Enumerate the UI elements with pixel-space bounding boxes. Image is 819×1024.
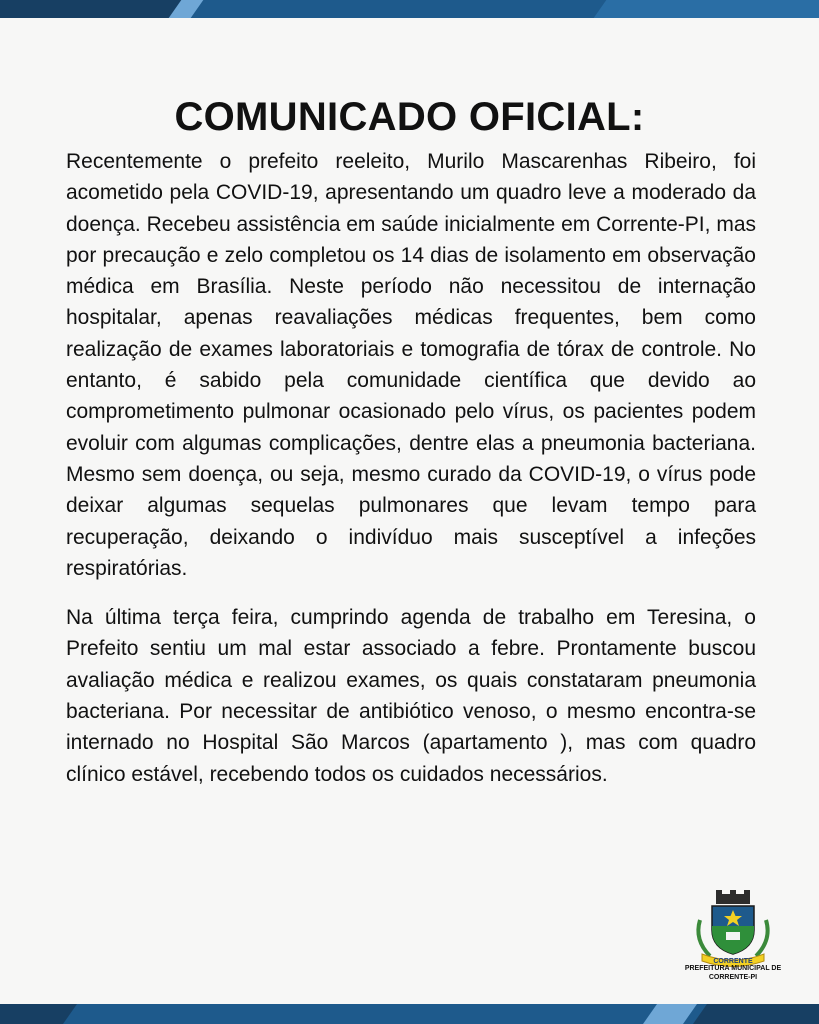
paragraph-1: Recentemente o prefeito reeleito, Murilo Mascarenhas Ribeiro, foi acometido pela COVID-19, apresentando um quadro leve a moderado da doença. Recebeu assistência em saúde inicialmente em Corrente-PI, mas por precaução e zelo completou os 14 dias de isolamento em observação médica em Brasília. Neste período não necessitou de internação hospitalar, apenas reavaliações médicas frequentes, bem como realização de exames laboratoriais e tomografia de tórax de controle. No entanto, é sabido pela comunidade científica que devido ao comprometimento pulmonar ocasionado pelo vírus, os pacientes podem evoluir com algumas complicações, dentre elas a pneumonia bacteriana. Mesmo sem doença, ou seja, mesmo curado da COVID-19, o vírus pode deixar algumas sequelas pulmonares que levam tempo para recuperação, deixando o indivíduo mais susceptível a infeções respiratórias.	[66, 150, 756, 580]
page-title: COMUNICADO OFICIAL:	[174, 94, 645, 139]
institution-caption	[660, 964, 806, 982]
bottom-decorative-band	[0, 1004, 819, 1024]
top-decorative-band	[0, 0, 819, 18]
paragraph-2: Na última terça feira, cumprindo agenda de trabalho em Teresina, o Prefeito sentiu um mal estar associado a febre. Prontamente buscou avaliação médica e realizou exames, os quais constataram pneumonia bacteriana. Por necessitar de antibiótico venoso, o mesmo encontra-se internado no Hospital São Marcos (apartamento ), mas com quadro clínico estável, recebendo todos os cuidados necessários.	[66, 606, 756, 786]
municipal-crest-icon	[690, 890, 776, 970]
institution-line-2: CORRENTE-PI	[708, 974, 758, 981]
crest-banner-label: CORRENTE	[713, 958, 753, 965]
announcement-body	[66, 146, 756, 808]
institution-line-1: PREFEITURA MUNICIPAL DE	[684, 965, 782, 972]
